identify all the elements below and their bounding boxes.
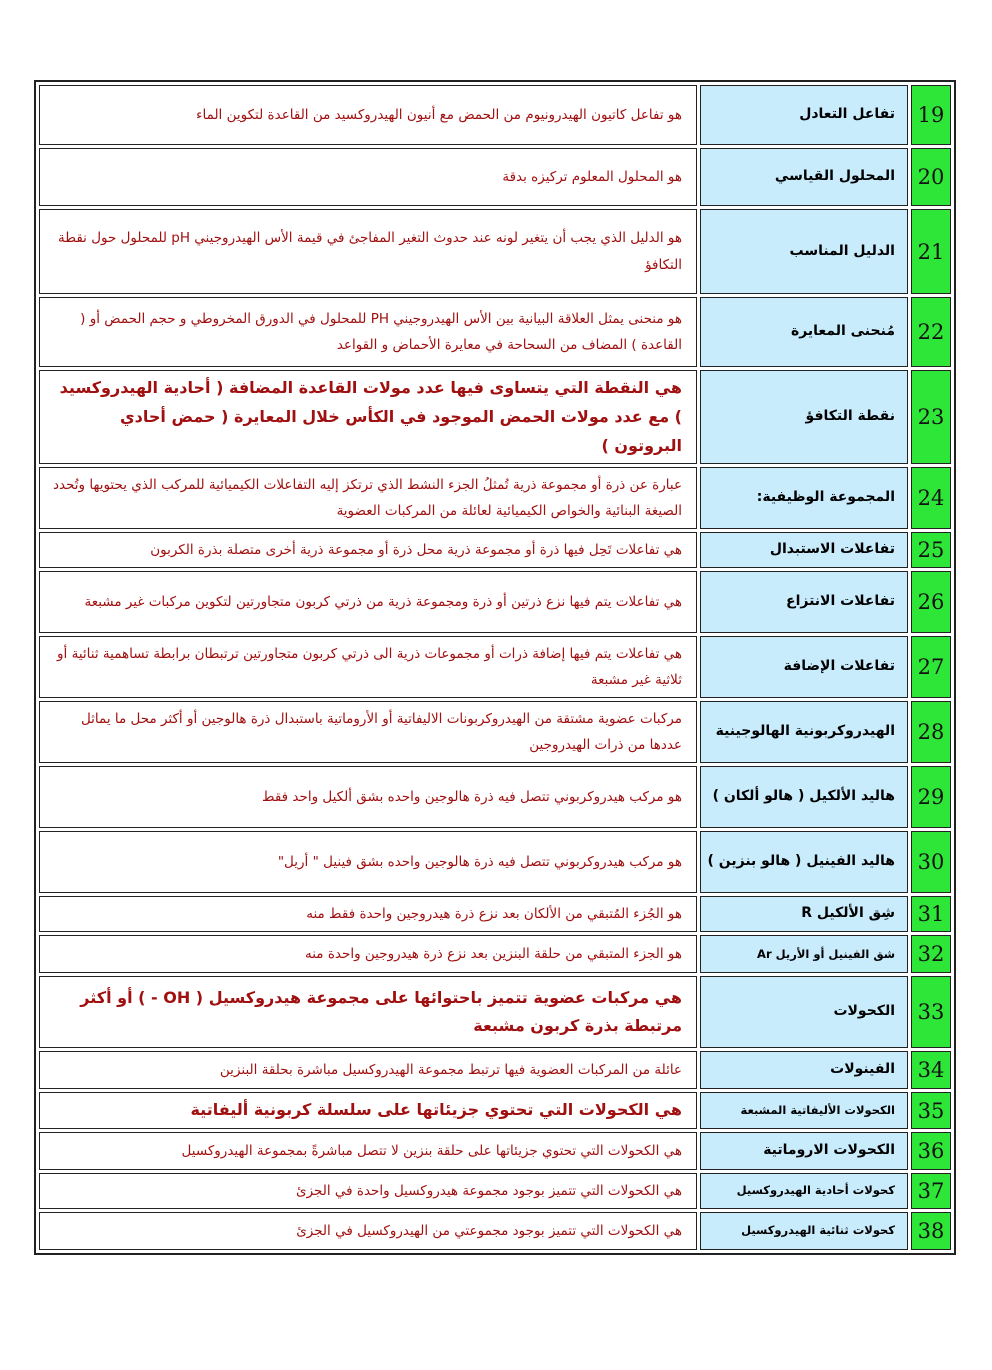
term-cell: الكحولات الأليفاتية المشبعة <box>700 1092 908 1129</box>
term-cell: المجموعة الوظيفية: <box>700 467 908 529</box>
table-row <box>39 1092 951 1129</box>
table-row <box>39 1132 951 1170</box>
table-row <box>39 467 951 529</box>
table-row <box>39 766 951 828</box>
term-cell: كحولات أحادية الهيدروكسيل <box>700 1173 908 1209</box>
term-cell: هاليد الفينيل ( هالو بنزين ) <box>700 831 908 893</box>
definition-cell: هو المحلول المعلوم تركيزه بدقة <box>39 148 697 206</box>
row-number: 35 <box>911 1092 951 1129</box>
definition-cell: هي مركبات عضوية تتميز باحتوائها على مجموعة هيدروكسيل ( OH - ) أو أكثر مرتبطة بذرة كربون مشبعة <box>39 976 697 1048</box>
definition-cell: هو الجزء المتبقي من حلقة البنزين بعد نزع ذرة هيدروجين واحدة منه <box>39 935 697 973</box>
definition-cell: عبارة عن ذرة أو مجموعة ذرية تُمثلُ الجزء النشط الذي ترتكز إليه التفاعلات الكيميائية للمركب الذي يحتويها وتُحدد الصيغة البنائية والخواص الكيميائية لعائلة من المركبات العضوية <box>39 467 697 529</box>
row-number: 25 <box>911 532 951 568</box>
definition-cell: هي الكحولات التي تتميز بوجود مجموعة هيدروكسيل واحدة في الجزئ <box>39 1173 697 1209</box>
table-row <box>39 297 951 367</box>
definition-cell: هي تفاعلات يتم فيها إضافة ذرات أو مجموعات ذرية الى ذرتي كربون متجاورتين ترتبطان برابطة تساهمية ثنائية أو ثلاثية غير مشبعة <box>39 636 697 698</box>
definition-cell: هو تفاعل كاتيون الهيدرونيوم من الحمض مع أنيون الهيدروكسيد من القاعدة لتكوين الماء <box>39 85 697 145</box>
table-row <box>39 85 951 145</box>
definition-cell: هو مركب هيدروكربوني تتصل فيه ذرة هالوجين واحده بشق فينيل " أريل" <box>39 831 697 893</box>
term-cell: نقطة التكافؤ <box>700 370 908 464</box>
table-row <box>39 701 951 763</box>
definition-cell: هي تفاعلات تَحِل فيها ذرة أو مجموعة ذرية محل ذرة أو مجموعة ذرية أخرى متصلة بذرة الكربون <box>39 532 697 568</box>
row-number: 23 <box>911 370 951 464</box>
row-number: 31 <box>911 896 951 932</box>
row-number: 38 <box>911 1212 951 1250</box>
table-row <box>39 1212 951 1250</box>
table-row <box>39 1051 951 1089</box>
row-number: 37 <box>911 1173 951 1209</box>
definition-cell: هو مركب هيدروكربوني تتصل فيه ذرة هالوجين واحده بشق ألكيل واحد فقط <box>39 766 697 828</box>
definition-cell: هو الدليل الذي يجب أن يتغير لونه عند حدوث التغير المفاجئ في قيمة الأس الهيدروجيني pH للمحلول حول نقطة التكافؤ <box>39 209 697 294</box>
definition-cell: هو منحنى يمثل العلاقة البيانية بين الأس الهيدروجيني PH للمحلول في الدورق المخروطي و حجم الحمض أو ( القاعدة ) المضاف من السحاحة في معايرة الأحماض و القواعد <box>39 297 697 367</box>
term-cell: شِق الألكيل R <box>700 896 908 932</box>
term-cell: هاليد الألكيل ( هالو ألكان ) <box>700 766 908 828</box>
row-number: 24 <box>911 467 951 529</box>
definition-cell: مركبات عضوية مشتقة من الهيدروكربونات الاليفاتية أو الأروماتية باستبدال ذرة هالوجين أو أكثر محل ما يماثل عددها من ذرات الهيدروجين <box>39 701 697 763</box>
row-number: 33 <box>911 976 951 1048</box>
definition-cell: هي الكحولات التي تحتوي جزيئاتها على سلسلة كربونية أليفاتية <box>39 1092 697 1129</box>
term-cell: الهيدروكربونية الهالوجينية <box>700 701 908 763</box>
table-row <box>39 831 951 893</box>
row-number: 19 <box>911 85 951 145</box>
row-number: 20 <box>911 148 951 206</box>
definition-cell: عائلة من المركبات العضوية فيها ترتبط مجموعة الهيدروكسيل مباشرة بحلقة البنزين <box>39 1051 697 1089</box>
table-row <box>39 976 951 1048</box>
term-cell: كحولات ثنائية الهيدروكسيل <box>700 1212 908 1250</box>
term-cell: مُنحنى المعايرة <box>700 297 908 367</box>
table-row <box>39 896 951 932</box>
row-number: 26 <box>911 571 951 633</box>
row-number: 34 <box>911 1051 951 1089</box>
row-number: 21 <box>911 209 951 294</box>
definition-cell: هي النقطة التي يتساوى فيها عدد مولات القاعدة المضافة ( أحادية الهيدروكسيد ) مع عدد مولات الحمض الموجود في الكأس خلال المعايرة ( حمض أحادي البروتون ) <box>39 370 697 464</box>
table-row <box>39 636 951 698</box>
row-number: 29 <box>911 766 951 828</box>
term-cell: الفينولات <box>700 1051 908 1089</box>
row-number: 27 <box>911 636 951 698</box>
table-row <box>39 1173 951 1209</box>
term-cell: الكحولات الاروماتية <box>700 1132 908 1170</box>
table-row <box>39 935 951 973</box>
definition-cell: هي الكحولات التي تتميز بوجود مجموعتي من الهيدروكسيل في الجزئ <box>39 1212 697 1250</box>
row-number: 28 <box>911 701 951 763</box>
row-number: 32 <box>911 935 951 973</box>
term-cell: الكحولات <box>700 976 908 1048</box>
definition-cell: هو الجُزء المُتبقي من الألكان بعد نزع ذرة هيدروجين واحدة فقط منه <box>39 896 697 932</box>
term-cell: المحلول القياسي <box>700 148 908 206</box>
term-cell: تفاعلات الاستبدال <box>700 532 908 568</box>
row-number: 36 <box>911 1132 951 1170</box>
term-cell: شق الفينيل أو الأريل Ar <box>700 935 908 973</box>
table-row <box>39 370 951 464</box>
term-cell: تفاعل التعادل <box>700 85 908 145</box>
term-cell: تفاعلات الإضافة <box>700 636 908 698</box>
row-number: 22 <box>911 297 951 367</box>
term-cell: تفاعلات الانتزاع <box>700 571 908 633</box>
glossary-table <box>34 80 956 1255</box>
definition-cell: هي الكحولات التي تحتوي جزيئاتها على حلقة بنزين لا تتصل مباشرةً بمجموعة الهيدروكسيل <box>39 1132 697 1170</box>
definition-cell: هي تفاعلات يتم فيها نزع ذرتين أو ذرة ومجموعة ذرية من ذرتي كربون متجاورتين لتكوين مركبات غير مشبعة <box>39 571 697 633</box>
table-row <box>39 148 951 206</box>
table-row <box>39 532 951 568</box>
row-number: 30 <box>911 831 951 893</box>
term-cell: الدليل المناسب <box>700 209 908 294</box>
table-row <box>39 209 951 294</box>
table-row <box>39 571 951 633</box>
